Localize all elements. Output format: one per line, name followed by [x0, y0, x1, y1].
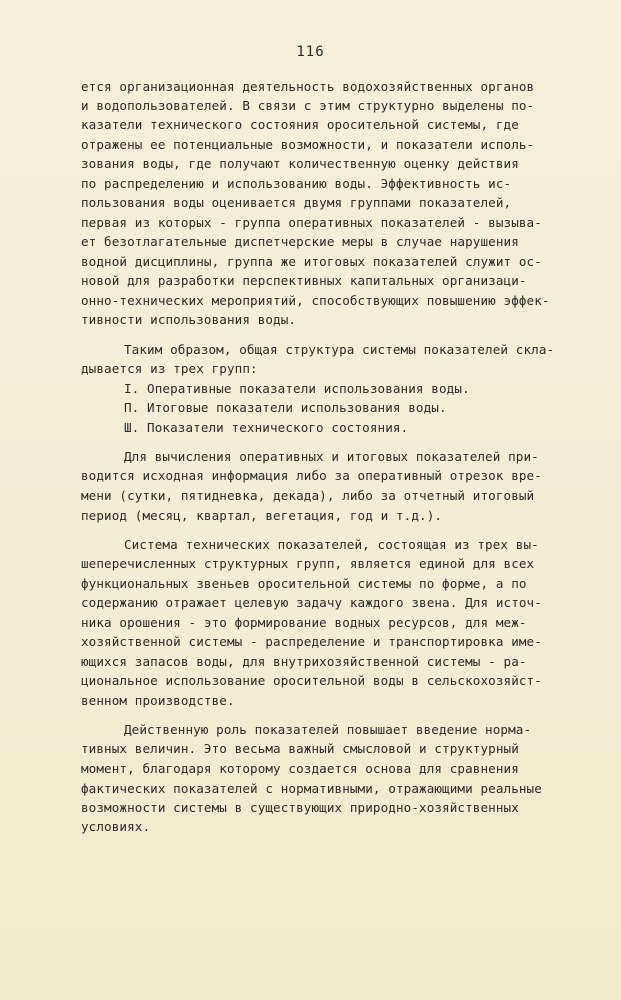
text-line: возможности системы в существующих природно-хозяйственных [81, 800, 519, 815]
text-line: первая из которых - группа оперативных показателей - вызыва- [81, 215, 542, 230]
text-line: новой для разработки перспективных капитальных организаци- [81, 273, 527, 288]
text-line: содержанию отражает целевую задачу каждого звена. Для источ- [81, 595, 542, 610]
text-line: мени (сутки, пятидневка, декада), либо за отчетный итоговый [81, 488, 535, 503]
text-line: I. Оперативные показатели использования воды. [124, 381, 470, 396]
text-line: тивности использования воды. [81, 312, 297, 327]
text-line: по распределению и использованию воды. Эффективность ис- [81, 176, 512, 191]
text-line: онно-технических мероприятий, способствующих повышению эффек- [81, 293, 550, 308]
text-line: ющихся запасов воды, для внутрихозяйственной системы - ра- [81, 654, 527, 669]
text-line: ет безотлагательные диспетчерские меры в случае нарушения [81, 234, 519, 249]
text-line: ника орошения - это формирование водных ресурсов, для меж- [81, 615, 527, 630]
text-line: функциональных звеньев оросительной системы по форме, а по [81, 576, 527, 591]
text-line: и водопользователей. В связи с этим структурно выделены по- [81, 98, 535, 113]
text-line: зования воды, где получают количественную оценку действия [81, 156, 519, 171]
text-line: циональное использование оросительной воды в сельскохозяйст- [81, 673, 542, 688]
text-line: условиях. [81, 819, 151, 834]
text-line: Система технических показателей, состоящая из трех вы- [124, 537, 539, 552]
text-line: фактических показателей с нормативными, отражающими реальные [81, 781, 542, 796]
text-line: Для вычисления оперативных и итоговых показателей при- [124, 449, 539, 464]
text-line: дывается из трех групп: [81, 361, 258, 376]
text-line: отражены ее потенциальные возможности, и показатели исполь- [81, 137, 535, 152]
text-line: пользования воды оценивается двумя группами показателей, [81, 195, 512, 210]
text-line: тивных величин. Это весьма важный смысловой и структурный [81, 741, 519, 756]
text-line: венном производстве. [81, 693, 235, 708]
text-line: период (месяц, квартал, вегетация, год и т.д.). [81, 508, 443, 523]
text-line: Действенную роль показателей повышает введение норма- [124, 722, 532, 737]
text-line: ется организационная деятельность водохозяйственных органов [81, 79, 535, 94]
text-line: П. Итоговые показатели использования воды. [124, 400, 447, 415]
text-line: момент, благодаря которому создается основа для сравнения [81, 761, 519, 776]
text-line: Таким образом, общая структура системы показателей скла- [124, 342, 555, 357]
text-line: хозяйственной системы - распределение и транспортировка име- [81, 634, 542, 649]
text-line: водной дисциплины, группа же итоговых показателей служит ос- [81, 254, 542, 269]
text-line: Ш. Показатели технического состояния. [124, 420, 409, 435]
text-line: шеперечисленных структурных групп, является единой для всех [81, 556, 535, 571]
text-line: казатели технического состояния оросительной системы, где [81, 117, 519, 132]
page-number: 116 [296, 44, 325, 60]
text-line: водится исходная информация либо за оперативный отрезок вре- [81, 468, 542, 483]
